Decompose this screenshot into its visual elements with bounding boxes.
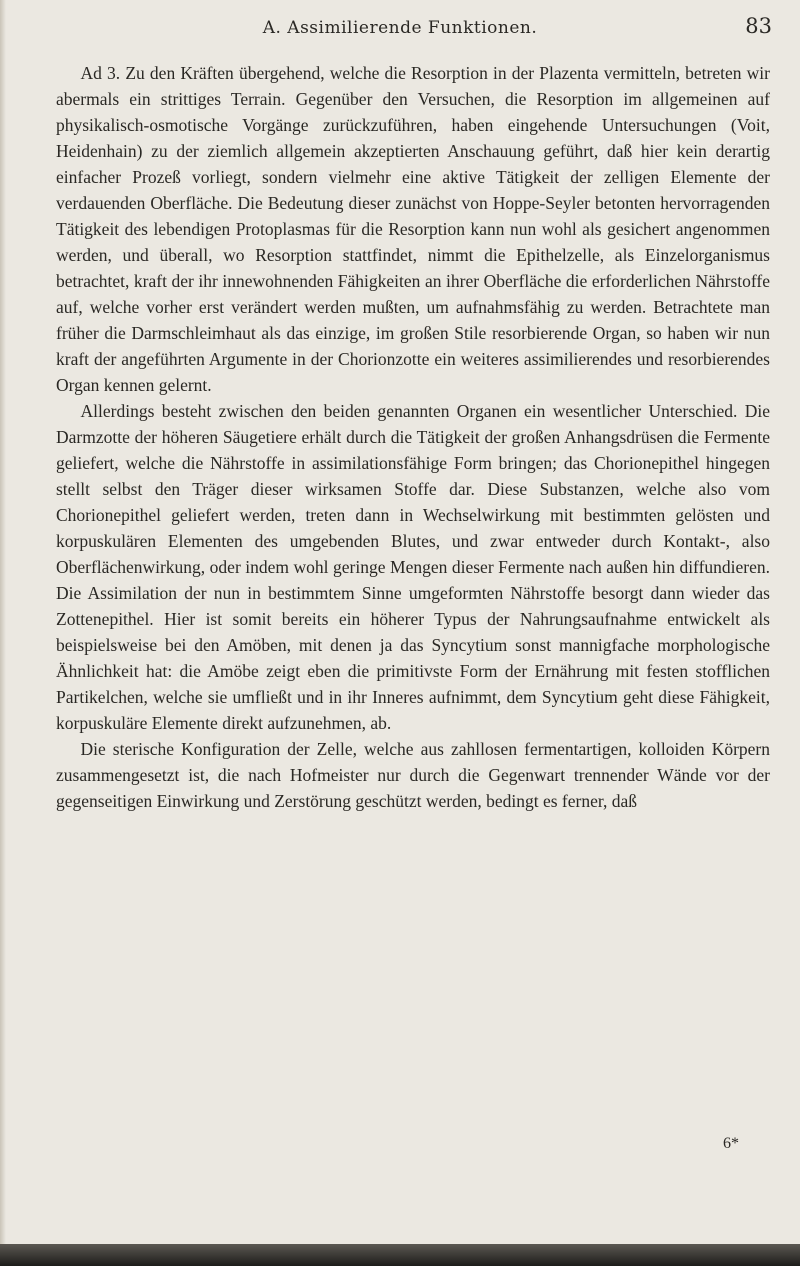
scan-bottom-edge [0,1244,800,1266]
paragraph-difference-organs: Allerdings besteht zwischen den beiden genannten Organen ein wesentlicher Unterschied. Die Darmzotte der höheren Säugetiere erhält durch die Tätigkeit der großen Anhangsdrüsen die Fermente geliefert, welche die Nährstoffe in assimilationsfähige Form bringen; das Chorionepithel hingegen stellt selbst den Träger dieser wirksamen Stoffe dar. Diese Substanzen, welche also vom Chorionepithel geliefert werden, treten dann in Wechselwirkung mit bestimmten gelösten und korpuskulären Elementen des umgebenden Blutes, und zwar entweder durch Kontakt-, also Oberflächenwirkung, oder indem wohl geringe Mengen dieser Fermente nach außen hin diffundieren. Die Assimilation der nun in bestimmtem Sinne umgeformten Nährstoffe besorgt dann wieder das Zottenepithel. Hier ist somit bereits ein höherer Typus der Nahrungsaufnahme entwickelt als beispielsweise bei den Amöben, mit denen ja das Syncytium sonst mannigfache morphologische Ähnlichkeit hat: die Amöbe zeigt eben die primitivste Form der Ernährung mit festen stofflichen Partikelchen, welche sie umfließt und in ihr Inneres aufnimmt, dem Syncytium geht diese Fähigkeit, korpuskuläre Elemente direkt aufzunehmen, ab. [56,401,770,733]
page-binding-edge [0,0,6,1266]
body-text [56,60,770,814]
running-title: A. Assimilierende Funktionen. [262,18,538,38]
paragraph-steric-configuration: Die sterische Konfiguration der Zelle, welche aus zahllosen fermentartigen, kolloiden Körpern zusammengesetzt ist, die nach Hofmeister nur durch die Gegenwart trennender Wände vor der gegenseitigen Einwirkung und Zerstörung geschützt werden, bedingt es ferner, daß [56,739,770,811]
signature-mark: 6* [723,1135,739,1152]
paragraph-resorption-forces: Ad 3. Zu den Kräften übergehend, welche die Resorption in der Plazenta vermitteln, betreten wir abermals ein strittiges Terrain. Gegenüber den Versuchen, die Resorption im allgemeinen auf physikalisch-osmotische Vorgänge zurückzuführen, haben eingehende Untersuchungen (Voit, Heidenhain) zu der ziemlich allgemein akzeptierten Anschauung geführt, daß hier kein derartig einfacher Prozeß vorliegt, sondern vielmehr eine aktive Tätigkeit der zelligen Elemente der verdauenden Oberfläche. Die Bedeutung dieser zunächst von Hoppe-Seyler betonten hervorragenden Tätigkeit des lebendigen Protoplasmas für die Resorption kann nun wohl als gesichert angenommen werden, und überall, wo Resorption stattfindet, nimmt die Epithelzelle, als Einzelorganismus betrachtet, kraft der ihr innewohnenden Fähigkeiten an ihrer Oberfläche die erforderlichen Nährstoffe auf, welche vorher erst verändert werden mußten, um aufnahmsfähig zu werden. Betrachtete man früher die Darmschleimhaut als das einzige, im großen Stile resorbierende Organ, so haben wir nun kraft der angeführten Argumente in der Chorionzotte ein weiteres assimilierendes und resorbierendes Organ kennen gelernt. [56,63,770,395]
page-number: 83 [745,14,772,38]
page-header [0,12,800,42]
